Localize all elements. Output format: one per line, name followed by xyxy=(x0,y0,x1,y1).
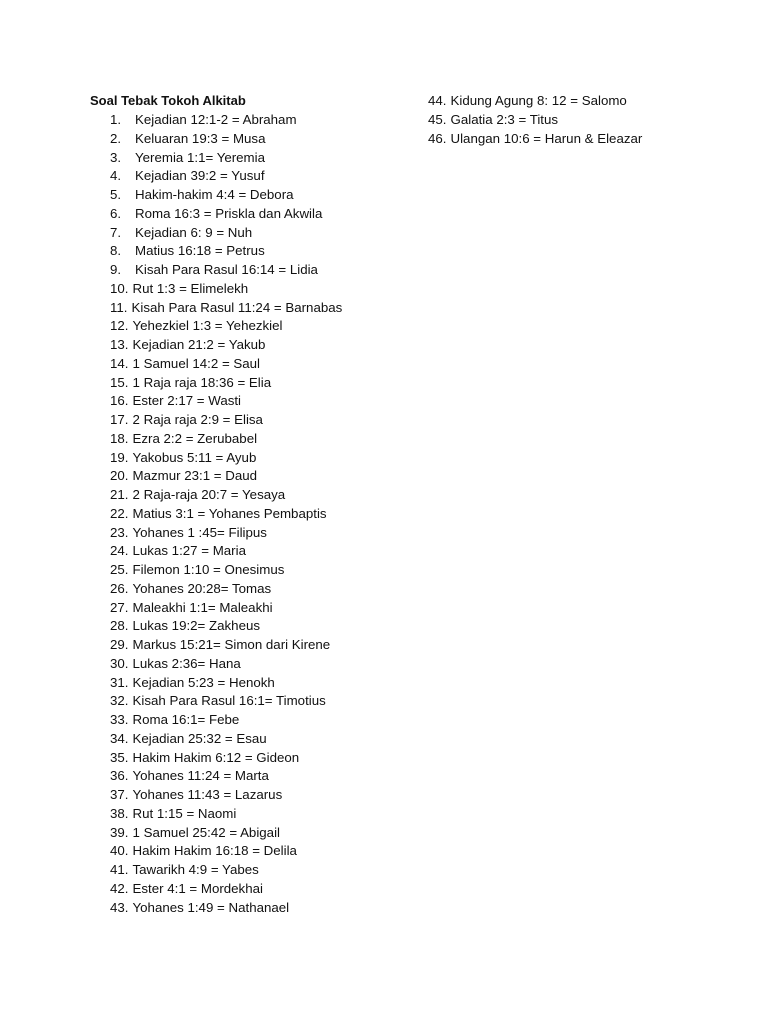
item-text: Yohanes 11:24 = Marta xyxy=(132,768,269,784)
item-text: Yehezkiel 1:3 = Yehezkiel xyxy=(132,318,283,334)
item-number: 28. xyxy=(110,618,129,634)
list-item xyxy=(110,486,342,505)
list-item xyxy=(110,430,342,449)
list-item xyxy=(110,767,342,786)
item-number: 33. xyxy=(110,712,129,727)
item-number: 15. xyxy=(110,374,129,390)
item-number: 31. xyxy=(110,674,129,690)
item-number: 38. xyxy=(110,805,129,821)
list-item xyxy=(110,355,342,374)
item-text: 1 Samuel 14:2 = Saul xyxy=(132,355,261,371)
item-text: Ezra 2:2 = Zerubabel xyxy=(132,430,258,446)
item-number: 6. xyxy=(110,205,122,221)
list-item xyxy=(110,280,342,299)
list-item xyxy=(110,824,342,843)
list-item xyxy=(110,524,342,543)
item-number: 26. xyxy=(110,580,129,596)
item-text: Ester 4:1 = Mordekhai xyxy=(132,880,263,896)
item-text: Yohanes 11:43 = Lazarus xyxy=(132,787,283,802)
item-text: Hakim-hakim 4:4 = Debora xyxy=(135,187,294,202)
list-item xyxy=(110,805,342,824)
item-text: Kidung Agung 8: 12 = Salomo xyxy=(450,93,627,108)
list-item xyxy=(110,392,342,411)
item-number: 23. xyxy=(110,524,129,540)
list-item xyxy=(428,92,642,111)
list-item xyxy=(110,186,342,205)
list-item xyxy=(428,111,642,130)
item-text: Filemon 1:10 = Onesimus xyxy=(132,562,285,577)
list-item xyxy=(110,449,342,468)
item-number: 9. xyxy=(110,262,122,277)
list-item xyxy=(110,205,342,224)
list-item xyxy=(110,617,342,636)
item-text: Lukas 19:2= Zakheus xyxy=(132,618,261,634)
item-number: 16. xyxy=(110,393,129,409)
list-item xyxy=(110,149,342,168)
left-answer-list xyxy=(110,111,342,917)
list-item xyxy=(110,111,342,130)
list-item xyxy=(110,749,342,768)
item-text: Rut 1:15 = Naomi xyxy=(132,805,237,821)
item-number: 8. xyxy=(110,243,122,259)
right-answer-list xyxy=(428,92,642,148)
item-text: Roma 16:3 = Priskla dan Akwila xyxy=(135,205,323,221)
list-item xyxy=(110,580,342,599)
item-number: 7. xyxy=(110,224,122,240)
item-text: Kejadian 5:23 = Henokh xyxy=(132,674,275,690)
item-text: Lukas 1:27 = Maria xyxy=(132,543,246,559)
item-number: 1. xyxy=(110,112,122,127)
item-text: Matius 3:1 = Yohanes Pembaptis xyxy=(132,505,327,521)
item-number: 14. xyxy=(110,355,129,371)
item-number: 24. xyxy=(110,543,129,559)
item-number: 34. xyxy=(110,730,129,746)
item-text: Mazmur 23:1 = Daud xyxy=(132,468,258,484)
item-text: Galatia 2:3 = Titus xyxy=(450,111,559,127)
item-number: 4. xyxy=(110,168,122,184)
list-item xyxy=(110,374,342,393)
list-item xyxy=(110,261,342,280)
item-number: 21. xyxy=(110,487,129,502)
item-number: 12. xyxy=(110,318,129,334)
list-item xyxy=(110,130,342,149)
item-text: Kisah Para Rasul 11:24 = Barnabas xyxy=(131,299,343,315)
list-item xyxy=(110,561,342,580)
list-item xyxy=(110,599,342,618)
item-number: 32. xyxy=(110,693,129,709)
list-item xyxy=(110,224,342,243)
item-number: 11. xyxy=(110,299,128,315)
item-text: Rut 1:3 = Elimelekh xyxy=(132,280,249,296)
item-text: Maleakhi 1:1= Maleakhi xyxy=(132,599,273,615)
item-text: 1 Samuel 25:42 = Abigail xyxy=(132,824,280,840)
item-text: 1 Raja raja 18:36 = Elia xyxy=(132,374,272,390)
item-text: Kejadian 39:2 = Yusuf xyxy=(135,168,265,184)
item-number: 30. xyxy=(110,655,129,671)
item-text: Hakim Hakim 6:12 = Gideon xyxy=(132,749,300,765)
item-number: 5. xyxy=(110,187,122,202)
item-text: Yohanes 1:49 = Nathanael xyxy=(132,899,290,915)
item-text: Kejadian 25:32 = Esau xyxy=(132,730,267,746)
list-item xyxy=(428,130,642,149)
item-number: 18. xyxy=(110,430,129,446)
item-number: 39. xyxy=(110,824,129,840)
list-item xyxy=(110,861,342,880)
list-item xyxy=(110,242,342,261)
item-number: 13. xyxy=(110,337,129,352)
item-number: 3. xyxy=(110,149,122,165)
item-number: 37. xyxy=(110,787,129,802)
item-text: Yohanes 1 :45= Filipus xyxy=(132,524,267,540)
item-number: 17. xyxy=(110,412,129,427)
item-number: 40. xyxy=(110,843,129,859)
item-text: Kejadian 21:2 = Yakub xyxy=(132,337,266,352)
item-text: Kisah Para Rasul 16:1= Timotius xyxy=(132,693,326,709)
document-title: Soal Tebak Tokoh Alkitab xyxy=(90,93,246,108)
list-item xyxy=(110,317,342,336)
item-text: 2 Raja-raja 20:7 = Yesaya xyxy=(132,487,286,502)
item-number: 44. xyxy=(428,93,447,108)
list-item xyxy=(110,711,342,730)
list-item xyxy=(110,467,342,486)
list-item xyxy=(110,674,342,693)
item-number: 27. xyxy=(110,599,129,615)
item-text: Yakobus 5:11 = Ayub xyxy=(132,449,257,465)
list-item xyxy=(110,899,342,918)
item-text: Lukas 2:36= Hana xyxy=(132,655,241,671)
list-item xyxy=(110,636,342,655)
item-number: 25. xyxy=(110,562,129,577)
item-number: 2. xyxy=(110,130,122,146)
list-item xyxy=(110,842,342,861)
item-text: Kejadian 12:1-2 = Abraham xyxy=(135,112,297,127)
list-item xyxy=(110,299,342,318)
item-number: 45. xyxy=(428,111,447,127)
item-number: 42. xyxy=(110,880,129,896)
list-item xyxy=(110,167,342,186)
item-number: 20. xyxy=(110,468,129,484)
item-text: Kejadian 6: 9 = Nuh xyxy=(135,224,253,240)
item-text: Markus 15:21= Simon dari Kirene xyxy=(132,637,331,652)
item-text: Matius 16:18 = Petrus xyxy=(135,243,265,259)
list-item xyxy=(110,692,342,711)
item-text: Keluaran 19:3 = Musa xyxy=(135,130,266,146)
item-text: Roma 16:1= Febe xyxy=(132,712,240,727)
list-item xyxy=(110,542,342,561)
list-item xyxy=(110,336,342,355)
item-number: 46. xyxy=(428,130,447,146)
list-item xyxy=(110,411,342,430)
list-item xyxy=(110,786,342,805)
item-number: 22. xyxy=(110,505,129,521)
item-number: 10. xyxy=(110,280,129,296)
item-text: Yohanes 20:28= Tomas xyxy=(132,580,272,596)
item-number: 36. xyxy=(110,768,129,784)
item-number: 41. xyxy=(110,862,129,877)
item-text: Ulangan 10:6 = Harun & Eleazar xyxy=(450,130,643,146)
list-item xyxy=(110,880,342,899)
item-text: Yeremia 1:1= Yeremia xyxy=(135,149,265,165)
list-item xyxy=(110,505,342,524)
list-item xyxy=(110,730,342,749)
item-text: Kisah Para Rasul 16:14 = Lidia xyxy=(135,262,318,277)
item-text: Hakim Hakim 16:18 = Delila xyxy=(132,843,297,859)
item-text: 2 Raja raja 2:9 = Elisa xyxy=(132,412,263,427)
item-text: Tawarikh 4:9 = Yabes xyxy=(132,862,259,877)
item-number: 29. xyxy=(110,637,129,652)
item-number: 19. xyxy=(110,449,129,465)
item-number: 43. xyxy=(110,899,129,915)
item-text: Ester 2:17 = Wasti xyxy=(132,393,242,409)
list-item xyxy=(110,655,342,674)
item-number: 35. xyxy=(110,749,129,765)
